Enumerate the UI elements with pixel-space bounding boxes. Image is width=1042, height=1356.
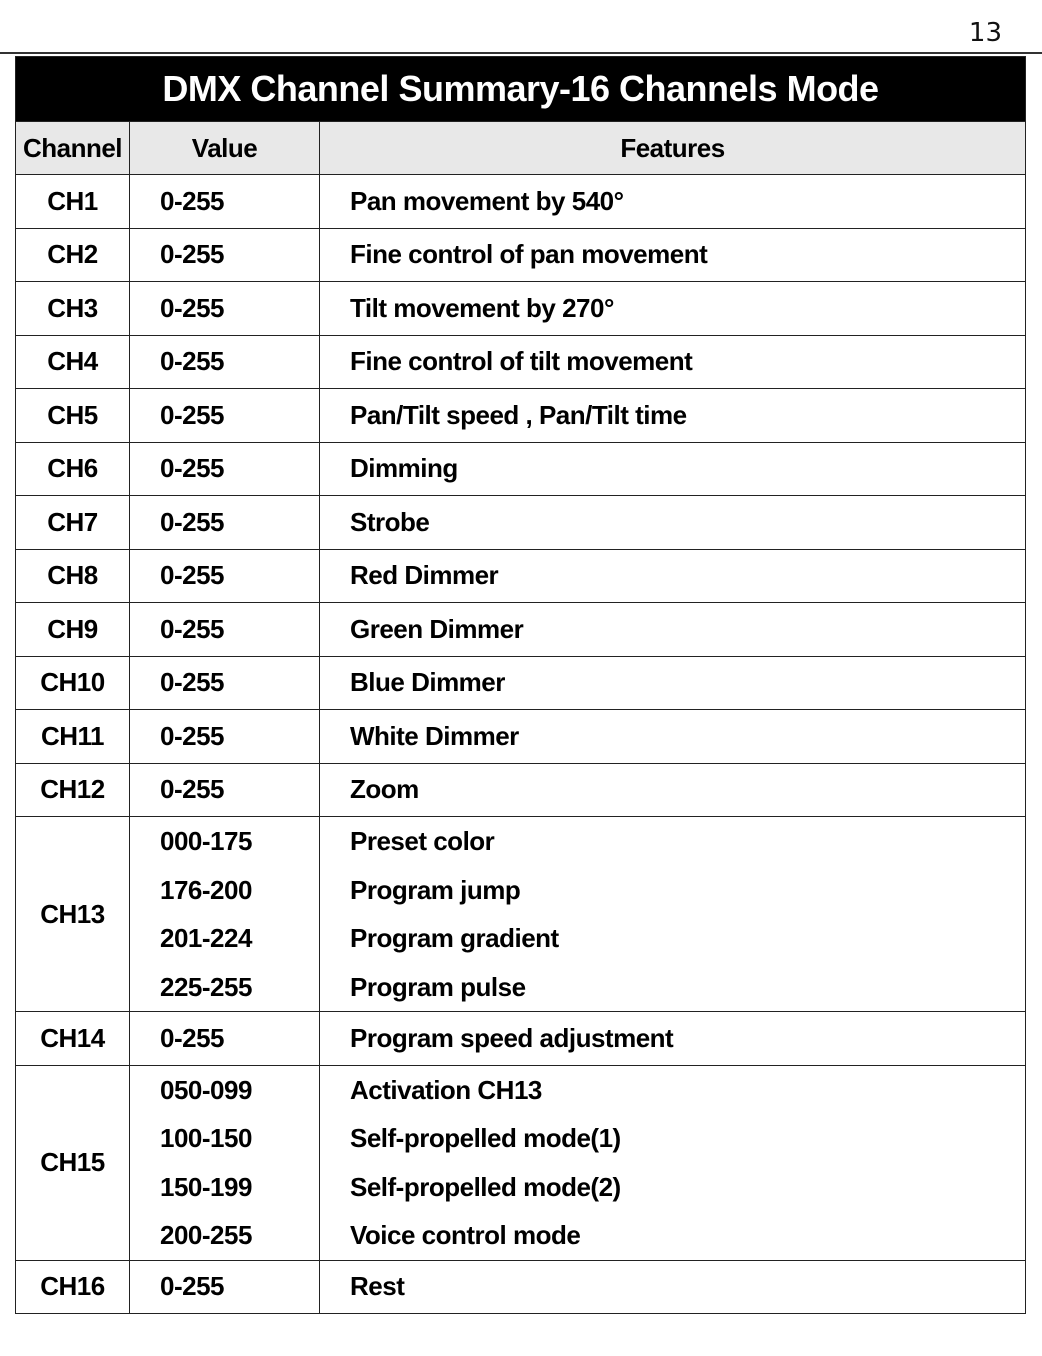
features-cell: Zoom [320,763,1026,817]
channel-cell: CH11 [16,710,130,764]
header-features: Features [320,122,1026,175]
header-rule [0,52,1042,54]
value-cell: 0-255 [130,228,320,282]
feature-text: Activation CH13 [350,1074,542,1105]
table-row [16,282,1026,336]
table-row [16,1260,1026,1314]
channel-cell: CH5 [16,389,130,443]
table-row [16,175,1026,229]
channel-cell: CH2 [16,228,130,282]
value-range: 050-099 [160,1074,252,1105]
value-range: 150-199 [160,1171,252,1202]
value-cell: 0-255 [130,710,320,764]
features-cell: Rest [320,1260,1026,1314]
value-cell: 0-255 [130,442,320,496]
value-range: 200-255 [160,1220,252,1250]
value-cell: 0-255 [130,496,320,550]
table-row [16,817,1026,1012]
features-cell: Blue Dimmer [320,656,1026,710]
dmx-channel-table [15,56,1026,1314]
value-range: 176-200 [160,874,252,905]
table-row [16,228,1026,282]
table-row [16,763,1026,817]
features-cell: Red Dimmer [320,549,1026,603]
feature-text: Voice control mode [350,1220,581,1250]
value-range: 201-224 [160,923,252,953]
features-cell: Green Dimmer [320,603,1026,657]
channel-cell: CH6 [16,442,130,496]
features-cell: Pan movement by 540° [320,175,1026,229]
features-cell: Tilt movement by 270° [320,282,1026,336]
value-cell: 0-255 [130,1260,320,1314]
feature-text: Program gradient [350,923,559,953]
table-row [16,1012,1026,1066]
features-cell: Fine control of tilt movement [320,335,1026,389]
value-cell [130,817,320,1012]
table-row [16,389,1026,443]
features-cell: Pan/Tilt speed , Pan/Tilt time [320,389,1026,443]
value-range: 100-150 [160,1123,252,1153]
feature-text: Self-propelled mode(1) [350,1123,621,1153]
table-row [16,442,1026,496]
table-row [16,496,1026,550]
channel-cell: CH3 [16,282,130,336]
channel-cell: CH15 [16,1065,130,1260]
table-title: DMX Channel Summary-16 Channels Mode [16,57,1026,122]
value-cell [130,1065,320,1260]
value-range: 000-175 [160,826,252,856]
features-cell: Strobe [320,496,1026,550]
channel-cell: CH16 [16,1260,130,1314]
value-cell: 0-255 [130,335,320,389]
feature-text: Program pulse [350,971,526,1002]
table-row [16,603,1026,657]
table-row [16,656,1026,710]
features-cell [320,817,1026,1012]
channel-cell: CH8 [16,549,130,603]
value-cell: 0-255 [130,763,320,817]
value-range: 225-255 [160,971,252,1002]
value-cell: 0-255 [130,1012,320,1066]
channel-cell: CH4 [16,335,130,389]
channel-cell: CH7 [16,496,130,550]
table-row [16,1065,1026,1260]
channel-cell: CH13 [16,817,130,1012]
page-number: 13 [968,18,1002,48]
features-cell [320,1065,1026,1260]
value-cell: 0-255 [130,282,320,336]
table-row [16,549,1026,603]
channel-cell: CH10 [16,656,130,710]
feature-text: Preset color [350,826,495,856]
value-cell: 0-255 [130,175,320,229]
features-cell: Fine control of pan movement [320,228,1026,282]
features-cell: Dimming [320,442,1026,496]
channel-cell: CH9 [16,603,130,657]
value-cell: 0-255 [130,549,320,603]
feature-text: Program jump [350,874,521,905]
features-cell: Program speed adjustment [320,1012,1026,1066]
value-cell: 0-255 [130,656,320,710]
channel-cell: CH1 [16,175,130,229]
features-cell: White Dimmer [320,710,1026,764]
feature-text: Self-propelled mode(2) [350,1171,621,1202]
header-value: Value [130,122,320,175]
channel-cell: CH12 [16,763,130,817]
header-channel: Channel [16,122,130,175]
table-row [16,710,1026,764]
table-row [16,335,1026,389]
channel-cell: CH14 [16,1012,130,1066]
value-cell: 0-255 [130,389,320,443]
value-cell: 0-255 [130,603,320,657]
